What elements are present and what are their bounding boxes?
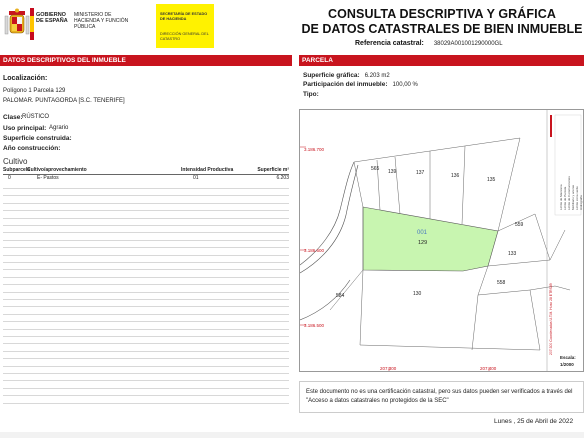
map-label-133: 133 <box>508 251 517 257</box>
parcel-129-highlight <box>363 207 498 271</box>
table-empty-row <box>3 195 289 196</box>
referencia-catastral <box>355 40 503 47</box>
legend-item: Mobiliario y aceras <box>571 184 575 210</box>
map-label-559: 559 <box>515 222 524 228</box>
sup-grafica-label: Superficie gráfica: <box>303 72 360 79</box>
section-bar-datos: DATOS DESCRIPTIVOS DEL INMUEBLE <box>0 55 292 66</box>
table-empty-row <box>3 306 289 307</box>
legend-item: Límite de Manzana <box>559 184 563 210</box>
disclaimer-notice: Este documento no es una certificación catastral, pero sus datos pueden ser verificados a través del "Acceso a datos catastrales no protegidos de la SEC" <box>299 381 584 413</box>
government-logo <box>0 0 160 48</box>
table-empty-row <box>3 351 289 352</box>
legend-item: Límite de Construcciones <box>567 176 571 210</box>
x-coord-right: 207.400 <box>480 366 497 371</box>
table-empty-row <box>3 240 289 241</box>
document-date: Lunes , 25 de Abril de 2022 <box>494 418 574 425</box>
catastro-yellow-block <box>156 4 214 48</box>
table-empty-row <box>3 292 289 293</box>
table-empty-row <box>3 299 289 300</box>
superficie-construida-label: Superficie construida: <box>3 135 72 142</box>
legend-item: Límite zona verde <box>575 186 579 210</box>
map-label-136: 136 <box>451 173 460 179</box>
flag-stripe <box>30 8 34 40</box>
cadastral-map[interactable] <box>299 109 584 372</box>
map-label-584: 584 <box>336 293 345 299</box>
col-superficie: Superficie m² <box>257 167 289 173</box>
participacion <box>303 81 418 88</box>
table-empty-row <box>3 277 289 278</box>
map-label-001: 001 <box>417 230 428 236</box>
map-label-130: 130 <box>413 291 422 297</box>
table-empty-row <box>3 366 289 367</box>
scale-value: 1/2000 <box>560 362 574 367</box>
section-bar-parcela: PARCELA <box>299 55 584 66</box>
uso-value: Agrario <box>49 125 69 131</box>
table-empty-row <box>3 329 289 330</box>
uso-label: Uso principal: <box>3 125 47 132</box>
table-empty-row <box>3 255 289 256</box>
col-intensidad: Intensidad Productiva <box>181 167 234 173</box>
table-empty-row <box>3 225 289 226</box>
map-label-137: 137 <box>416 170 425 176</box>
cell-intensidad: 01 <box>193 175 199 181</box>
table-empty-row <box>3 343 289 344</box>
col-subparcela: Subparcela <box>3 167 30 173</box>
participacion-label: Participación del inmueble: <box>303 81 388 88</box>
cultivo-table <box>3 167 289 182</box>
map-svg <box>300 110 584 372</box>
tipo-label: Tipo: <box>303 91 319 98</box>
table-empty-row <box>3 218 289 219</box>
secretaria-text: SECRETARÍA DE ESTADO DE HACIENDA <box>160 12 208 21</box>
table-empty-row <box>3 232 289 233</box>
road-lines <box>300 162 358 320</box>
utm-side-text: 207.300 Coordenadas U.T.M. Huso 28 ETRS89 <box>549 283 553 355</box>
table-empty-row <box>3 336 289 337</box>
y-coord-bottom: 3.186.500 <box>304 323 325 328</box>
table-empty-row <box>3 373 289 374</box>
north-arrow-icon <box>550 115 552 137</box>
table-empty-row <box>3 314 289 315</box>
ministry-text: MINISTERIO DE HACIENDA Y FUNCIÓN PÚBLICA <box>74 12 129 30</box>
tipo <box>303 91 319 98</box>
localizacion-line2: PALOMAR. PUNTAGORDA [S.C. TENERIFE] <box>3 98 125 104</box>
legend-item: Hidrografía <box>579 195 583 210</box>
cell-superficie: 6.203 <box>276 175 289 181</box>
ref-value: 38029A001001290000GL <box>433 41 503 47</box>
page-title-line1: CONSULTA DESCRIPTIVA Y GRÁFICA <box>327 7 556 21</box>
x-coord-left: 207.300 <box>380 366 397 371</box>
table-empty-row <box>3 203 289 204</box>
table-empty-row <box>3 210 289 211</box>
direccion-text: DIRECCIÓN GENERAL DEL CATASTRO <box>160 32 209 41</box>
clase-label: Clase: <box>3 114 23 121</box>
anio-construccion-label: Año construcción: <box>3 145 61 152</box>
table-empty-row <box>3 388 289 389</box>
gov-text: GOBIERNO DE ESPAÑA <box>36 12 68 24</box>
table-empty-row <box>3 395 289 396</box>
col-cultivo: Cultivo/aprovechamiento <box>27 167 87 173</box>
table-empty-row <box>3 380 289 381</box>
y-coord-mid: 3.186.600 <box>304 248 325 253</box>
map-label-129: 129 <box>418 240 428 246</box>
coat-of-arms-icon <box>4 8 30 40</box>
scale-label: Escala: <box>560 355 576 360</box>
cell-cultivo: E- Pastos <box>37 175 59 181</box>
superficie-grafica <box>303 72 390 79</box>
sup-grafica-value: 6.203 m2 <box>364 73 390 79</box>
participacion-value: 100,00 % <box>392 82 418 88</box>
localizacion-label: Localización: <box>3 75 48 82</box>
table-header <box>3 167 289 175</box>
header <box>0 0 584 52</box>
legend-item: Límite de Parcela <box>563 186 567 210</box>
table-row <box>3 175 289 182</box>
clase-value: RÚSTICO <box>22 114 49 120</box>
ref-label: Referencia catastral: <box>355 40 424 47</box>
map-label-139: 139 <box>388 169 397 175</box>
cell-subparcela: 0 <box>8 175 11 181</box>
page-title-line2: DE DATOS CATASTRALES DE BIEN INMUEBLE <box>301 22 583 36</box>
table-empty-row <box>3 247 289 248</box>
map-label-565: 565 <box>371 166 380 172</box>
table-empty-row <box>3 403 289 404</box>
table-empty-row <box>3 321 289 322</box>
table-empty-row <box>3 358 289 359</box>
table-empty-row <box>3 284 289 285</box>
cultivo-title: Cultivo <box>3 157 28 166</box>
table-empty-row <box>3 188 289 189</box>
localizacion-line1: Polígono 1 Parcela 129 <box>3 88 66 94</box>
y-coord-top: 3.186.700 <box>304 147 325 152</box>
table-empty-row <box>3 262 289 263</box>
map-label-558: 558 <box>497 280 506 286</box>
map-label-135: 135 <box>487 177 496 183</box>
table-empty-row <box>3 269 289 270</box>
footer-bar <box>0 432 584 438</box>
